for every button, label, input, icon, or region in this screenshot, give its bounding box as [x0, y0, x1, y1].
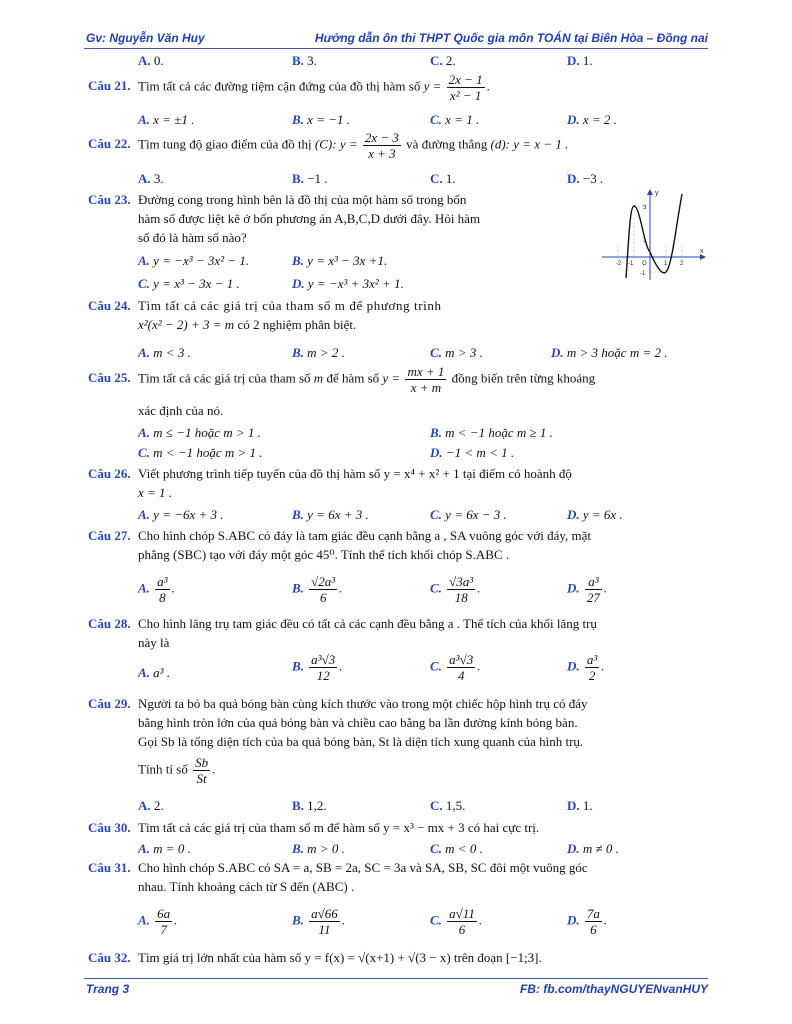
header-author: Gv: Nguyễn Văn Huy	[86, 31, 205, 45]
question-21: Câu 21. Tìm tất cả các đường tiệm cận đứng của đồ thị hàm số y = $\frac{2x - 1}{\text{x² − 1}}$ .	[88, 72, 490, 103]
q28-answer-a: A. a³ .	[138, 665, 171, 680]
footer-facebook: FB: fb.com/thayNGUYENvanHUY	[519, 982, 708, 996]
q25-answer-b: B. m < −1 hoặc m ≥ 1 .	[430, 425, 553, 440]
q21-answer-a: A. x = ±1 .	[138, 112, 195, 127]
q20-answer-a: A. 0.	[138, 53, 164, 68]
question-number: Câu 21.	[88, 78, 131, 94]
question-25: Câu 25. Tìm tất cả các giá trị của tham số m để hàm số y = $\frac{mx + 1}{x + m}$ đồng biến trên từng khoảng xác định của nó.	[88, 364, 596, 418]
page-number: Trang 3	[86, 982, 130, 996]
q31-answer-a: A. $\frac{6a}{7}$ .	[138, 906, 178, 937]
q23-answer-a: A. y = −x³ − 3x² − 1.	[138, 253, 250, 268]
q23-answer-b: B. y = x³ − 3x +1.	[292, 253, 388, 268]
question-number: Câu 27.	[88, 528, 131, 543]
cubic-graph	[600, 186, 710, 282]
q28-answer-d: D. $\frac{\text{a³}}{2}$ .	[567, 652, 605, 683]
q31-answer-c: C. $\frac{a√11}{6}$ .	[430, 906, 483, 937]
q20-answer-c: C. 2.	[430, 53, 456, 68]
q22-answer-c: C. 1.	[430, 171, 456, 186]
tick-label-y1: 1	[643, 238, 647, 244]
question-26: Câu 26. Viết phương trình tiếp tuyến của đồ thị hàm số y = x⁴ + x² + 1 tại điểm có hoành độ x = 1 .	[88, 466, 572, 500]
fraction: $\frac{Sb}{St}$	[195, 755, 209, 786]
q24-answer-a: A. m < 3 .	[138, 345, 191, 360]
question-22: Câu 22. Tìm tung độ giao điểm của đồ thị (C): y = $\frac{2x - 3}{x + 3}$ và đường thẳng (d): y = x − 1 .	[88, 130, 569, 161]
question-number: Câu 32.	[88, 950, 131, 965]
q25-answer-a: A. m ≤ −1 hoặc m > 1 .	[138, 425, 261, 440]
q27-answer-b: B. $\frac{\text{√2a³}}{6}$ .	[292, 574, 343, 605]
x-axis-label: x	[700, 248, 704, 255]
question-number: Câu 30.	[88, 820, 131, 835]
q22-answer-d: D. −3 .	[567, 171, 604, 186]
question-30: Câu 30. Tìm tất cả các giá trị của tham số m để hàm số y = x³ − mx + 3 có hai cực trị.	[88, 820, 540, 835]
question-number: Câu 25.	[88, 370, 131, 386]
cubic-curve	[626, 194, 682, 278]
q21-answer-d: D. x = 2 .	[567, 112, 617, 127]
origin-label: O	[642, 261, 647, 267]
tick-label-p1: 1	[664, 261, 668, 267]
question-29: Câu 29. Người ta bỏ ba quả bóng bàn cùng kích thước vào trong một chiếc hộp hình trụ có đáy bằng hình tròn lớn của quả bóng bàn và chiều cao bằng ba lần đường kính bóng bàn. Gọi Sb là tổng diện tích của ba quả bóng bàn, St là diện tích xung quanh của hình trụ. Tính tỉ số $\frac{Sb}{St}$ .	[88, 696, 588, 786]
question-number: Câu 23.	[88, 192, 131, 207]
q27-answer-c: C. $\frac{\text{√3a³}}{18}$ .	[430, 574, 481, 605]
fraction: $\frac{mx + 1}{x + m}$	[407, 364, 445, 395]
q21-answer-b: B. x = −1 .	[292, 112, 350, 127]
q26-answer-c: C. y = 6x − 3 .	[430, 507, 507, 522]
question-number: Câu 29.	[88, 696, 131, 711]
q29-answer-d: D. 1.	[567, 798, 593, 813]
tick-label-p2: 2	[680, 261, 684, 267]
q26-answer-d: D. y = 6x .	[567, 507, 623, 522]
question-23: Câu 23. Đường cong trong hình bên là đồ thị của một hàm số trong bốn hàm số được liệt kê ở bốn phương án A,B,C,D dưới đây. Hỏi hàm số đó là hàm số nào?	[88, 192, 481, 245]
q27-answer-d: D. $\frac{\text{a³}}{27}$ .	[567, 574, 608, 605]
question-31: Câu 31. Cho hình chóp S.ABC có SA = a, SB = 2a, SC = 3a và SA, SB, SC đôi một vuông góc nhau. Tính khoảng cách từ S đến (ABC) .	[88, 860, 588, 894]
q24-answer-b: B. m > 2 .	[292, 345, 345, 360]
q20-answer-d: D. 1.	[567, 53, 593, 68]
page-footer	[84, 978, 708, 999]
question-number: Câu 24.	[88, 298, 131, 313]
y-axis-label: y	[655, 190, 659, 197]
q22-answer-b: B. −1 .	[292, 171, 328, 186]
q24-answer-d: D. m > 3 hoặc m = 2 .	[551, 345, 668, 360]
q30-answer-b: B. m > 0 .	[292, 841, 345, 856]
q23-answer-c: C. y = x³ − 3x − 1 .	[138, 276, 240, 291]
q25-answer-c: C. m < −1 hoặc m > 1 .	[138, 445, 263, 460]
tick-label-m1: -1	[628, 261, 634, 267]
question-24: Câu 24. Tìm tất cả các giá trị của tham số m để phương trình x²(x² − 2) + 3 = m có 2 nghiệm phân biệt.	[88, 298, 442, 332]
question-number: Câu 31.	[88, 860, 131, 875]
q28-answer-c: C. $\frac{\text{a³√3}}{4}$ .	[430, 652, 481, 683]
question-28: Câu 28. Cho hình lăng trụ tam giác đều có tất cả các cạnh đều bằng a . Thể tích của khối lăng trụ này là	[88, 616, 597, 650]
q24-answer-c: C. m > 3 .	[430, 345, 483, 360]
q29-answer-c: C. 1,5.	[430, 798, 466, 813]
tick-label-y3: 3	[643, 205, 647, 211]
q31-answer-d: D. $\frac{7a}{6}$ .	[567, 906, 608, 937]
q22-answer-a: A. 3.	[138, 171, 164, 186]
question-number: Câu 28.	[88, 616, 131, 631]
header-title: Hướng dẫn ôn thi THPT Quốc gia môn TOÁN tại Biên Hòa – Đồng nai	[314, 31, 708, 45]
question-number: Câu 26.	[88, 466, 131, 481]
q26-answer-a: A. y = −6x + 3 .	[138, 507, 224, 522]
page-header	[84, 30, 708, 49]
q21-answer-c: C. x = 1 .	[430, 112, 480, 127]
question-32: Câu 32. Tìm giá trị lớn nhất của hàm số y = f(x) = √(x+1) + √(3 − x) trên đoạn [−1;3].	[88, 950, 542, 965]
q30-answer-c: C. m < 0 .	[430, 841, 483, 856]
q27-answer-a: A. $\frac{\text{a³}}{8}$ .	[138, 574, 175, 605]
q28-answer-b: B. $\frac{\text{a³√3}}{12}$ .	[292, 652, 343, 683]
q31-answer-b: B. $\frac{a√66}{11}$ .	[292, 906, 346, 937]
tick-label-m2: -2	[616, 261, 622, 267]
q25-answer-d: D. −1 < m < 1 .	[430, 445, 515, 460]
q26-answer-b: B. y = 6x + 3 .	[292, 507, 369, 522]
question-27: Câu 27. Cho hình chóp S.ABC có đáy là tam giác đều cạnh bằng a , SA vuông góc với đáy, mặt phẳng (SBC) tạo với đáy một góc 45⁰. Tính thể tích khối chóp S.ABC .	[88, 528, 592, 562]
fraction: $\frac{2x - 1}{\text{x² − 1}}$	[448, 72, 483, 103]
fraction: $\frac{2x - 3}{x + 3}$	[364, 130, 399, 161]
q30-answer-d: D. m ≠ 0 .	[567, 841, 619, 856]
question-number: Câu 22.	[88, 136, 131, 152]
tick-label-ym1: -1	[640, 271, 646, 277]
q20-answer-b: B. 3.	[292, 53, 317, 68]
q30-answer-a: A. m = 0 .	[138, 841, 191, 856]
q23-answer-d: D. y = −x³ + 3x² + 1.	[292, 276, 404, 291]
q29-answer-b: B. 1,2.	[292, 798, 327, 813]
q29-answer-a: A. 2.	[138, 798, 164, 813]
